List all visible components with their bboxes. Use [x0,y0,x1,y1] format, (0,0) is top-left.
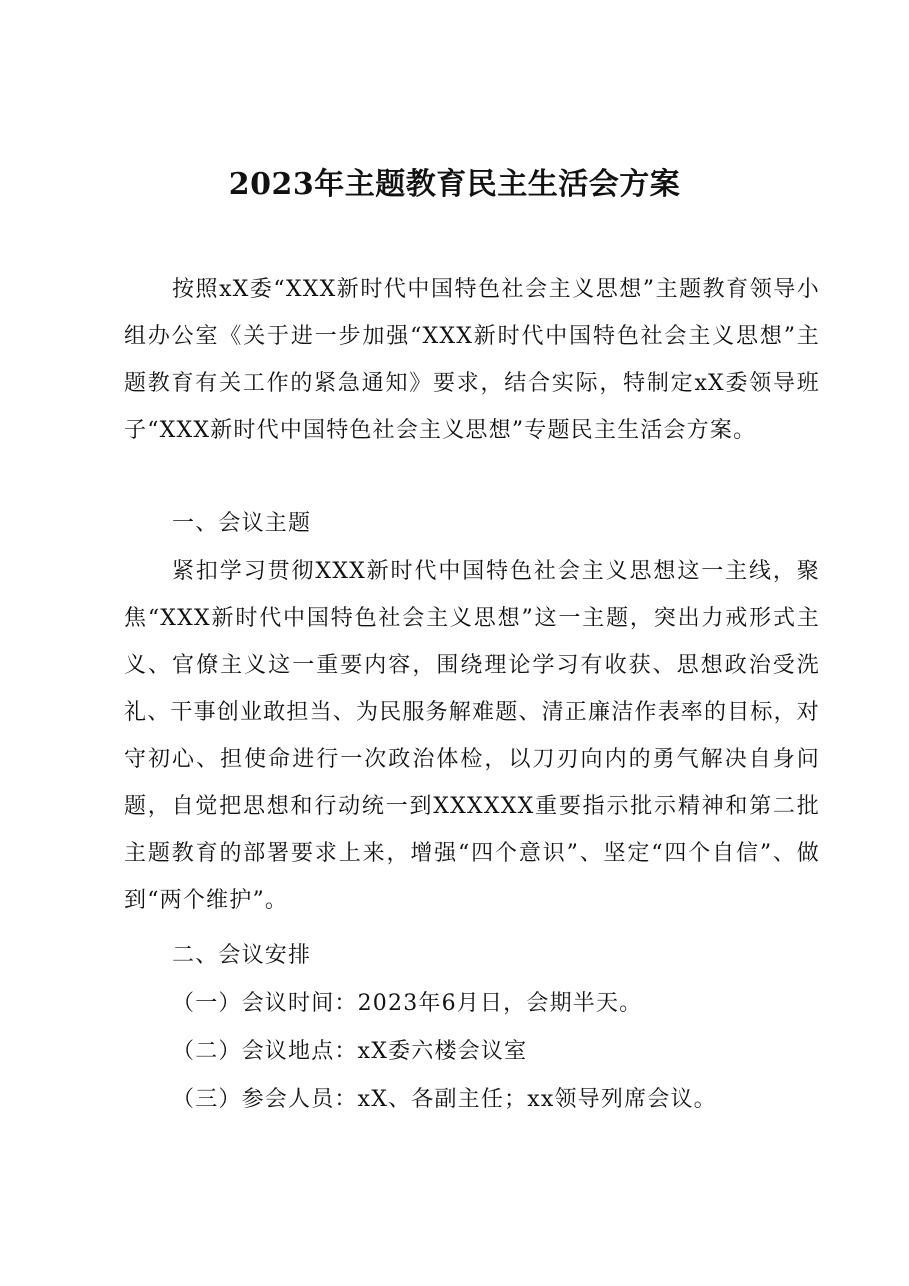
intro-paragraph-block [124,266,820,454]
meeting-time-item: （一）会议时间：2023年6月日，会期半天。 [172,991,643,1016]
section1-paragraph-block [124,548,820,924]
section1-heading: 一、会议主题 [172,511,312,536]
intro-paragraph: 按照xX委“XXX新时代中国特色社会主义思想”主题教育领导小组办公室《关于进一步加强“XXX新时代中国特色社会主义思想”主题教育有关工作的紧急通知》要求，结合实际，特制定xX委领导班子“XXX新时代中国特色社会主义思想”专题民主生活会方案。 [124,277,820,443]
meeting-location-item: （二）会议地点：xX委六楼会议室 [172,1039,528,1064]
section1-paragraph: 紧扣学习贯彻XXX新时代中国特色社会主义思想这一主线，聚焦“XXX新时代中国特色社会主义思想”这一主题，突出力戒形式主义、官僚主义这一重要内容，围绕理论学习有收获、思想政治受洗礼、干事创业敢担当、为民服务解难题、清正廉洁作表率的目标，对守初心、担使命进行一次政治体检，以刀刃向内的勇气解决自身问题，自觉把思想和行动统一到XXXXXX重要指示批示精神和第二批主题教育的部署要求上来，增强“四个意识”、坚定“四个自信”、做到“两个维护”。 [124,559,821,913]
document-title: 2023年主题教育民主生活会方案 [228,167,681,202]
section2-heading: 二、会议安排 [172,943,312,968]
attendees-item: （三）参会人员：xX、各副主任；xx领导列席会议。 [172,1087,717,1112]
